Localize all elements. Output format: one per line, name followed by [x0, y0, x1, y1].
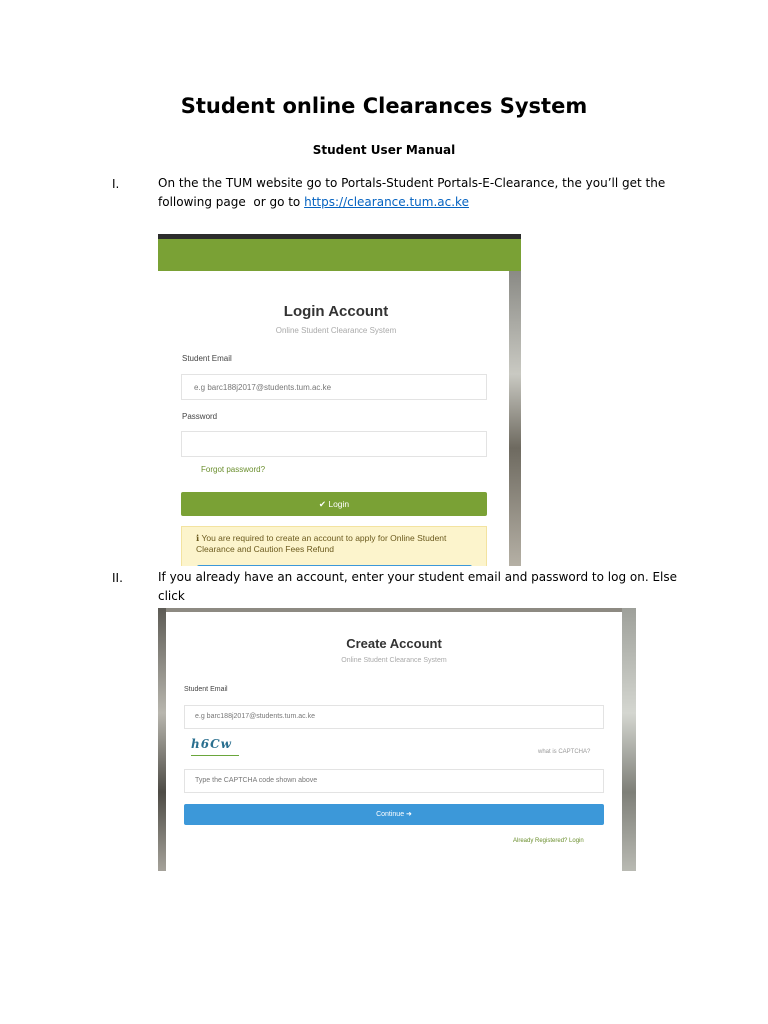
- email-placeholder: e.g barc188j2017@students.tum.ac.ke: [195, 713, 315, 720]
- login-title: Login Account: [283, 303, 389, 320]
- step-line: On the the TUM website go to Portals-Student Portals-E-Clearance, the you’ll get the: [158, 176, 666, 190]
- background-image: [158, 608, 166, 871]
- step-number: II.: [112, 571, 123, 585]
- notice-text: You are required to create an account to apply for Online Student Clearance and Caution Fees Refund: [196, 533, 447, 554]
- already-registered-link[interactable]: Already Registered? Login: [513, 838, 584, 844]
- captcha-input[interactable]: [184, 769, 604, 793]
- clearance-link[interactable]: https://clearance.tum.ac.ke: [304, 195, 469, 209]
- step-text: [158, 174, 678, 212]
- create-account-screenshot: [158, 608, 636, 871]
- document-title: Student online Clearances System: [180, 94, 588, 118]
- background-image: [622, 608, 636, 871]
- captcha-image: h6Cw: [191, 737, 232, 751]
- captcha-placeholder: Type the CAPTCHA code shown above: [195, 777, 318, 784]
- continue-button[interactable]: [184, 804, 604, 825]
- login-screenshot: [158, 234, 521, 566]
- captcha-help-link[interactable]: what is CAPTCHA?: [538, 749, 591, 755]
- login-card: [166, 271, 509, 566]
- create-account-button[interactable]: [197, 565, 472, 566]
- step-line: If you already have an account, enter your student email and password to log on. Else click: [158, 570, 678, 603]
- step-number: I.: [112, 177, 120, 191]
- background-image: [509, 271, 521, 566]
- password-label: Password: [182, 412, 218, 421]
- forgot-password-link[interactable]: Forgot password?: [201, 465, 266, 474]
- email-input[interactable]: [181, 374, 487, 400]
- login-button[interactable]: [181, 492, 487, 516]
- step-line-text: following page or go to: [158, 195, 305, 209]
- email-placeholder: e.g barc188j2017@students.tum.ac.ke: [194, 383, 332, 392]
- create-account-title: Create Account: [346, 636, 442, 651]
- login-button-label: Login: [328, 499, 350, 509]
- step-line: [158, 193, 678, 212]
- document-subtitle: Student User Manual: [312, 143, 456, 157]
- login-subtitle: Online Student Clearance System: [275, 326, 397, 335]
- captcha-underline: [191, 755, 239, 756]
- password-input[interactable]: [181, 431, 487, 457]
- create-account-card: [166, 612, 622, 871]
- notice-box: [181, 526, 487, 566]
- arrow-right-icon: ➜: [406, 811, 412, 818]
- email-label: Student Email: [182, 354, 232, 363]
- email-input[interactable]: [184, 705, 604, 729]
- email-label: Student Email: [184, 686, 228, 693]
- info-icon: ℹ: [196, 533, 200, 543]
- top-bar: [158, 234, 521, 271]
- continue-button-label: Continue: [376, 811, 405, 818]
- checkmark-icon: ✔: [318, 499, 326, 509]
- create-account-subtitle: Online Student Clearance System: [341, 657, 447, 664]
